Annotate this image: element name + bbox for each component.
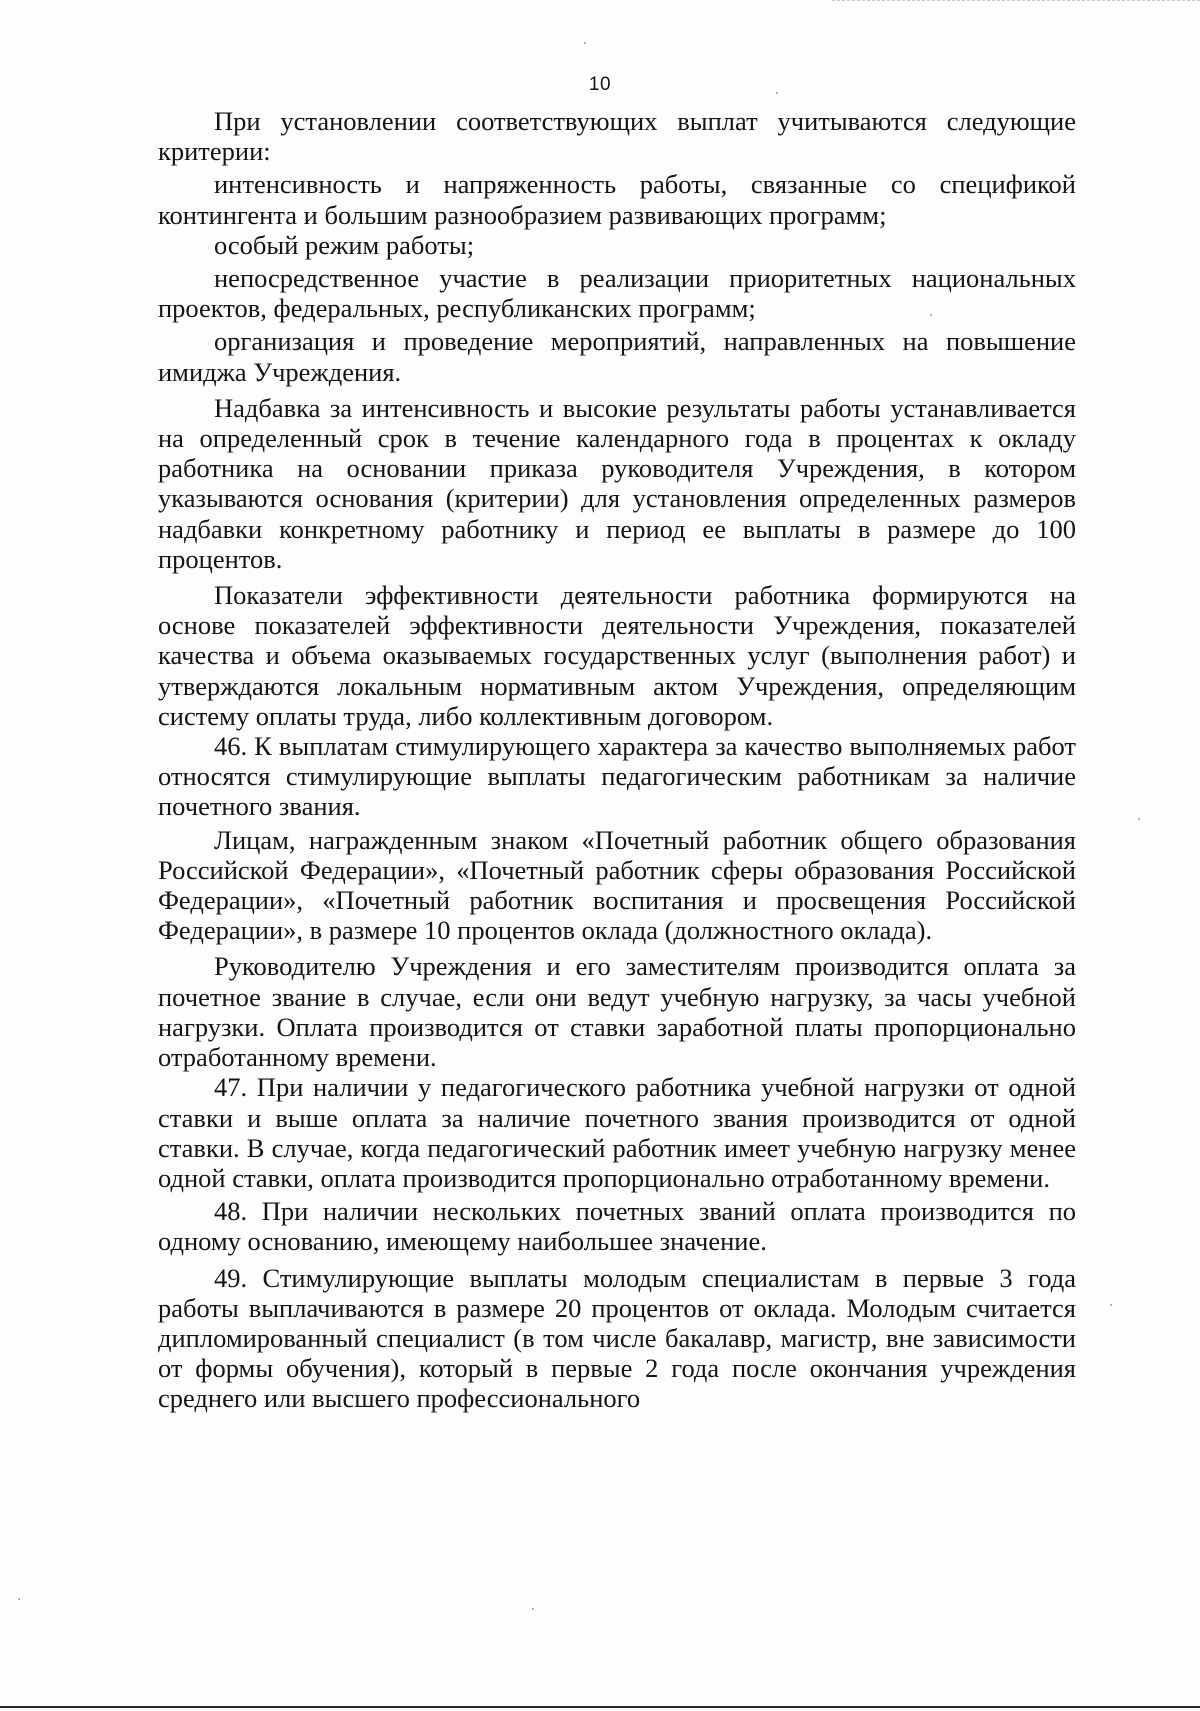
scan-edge-line bbox=[832, 0, 1200, 2]
paragraph-item-49: 49. Стимулирующие выплаты молодым специалистам в первые 3 года работы выплачиваются в размере 20 процентов от оклада. Молодым считается дипломированный специалист (в том числе бакалавр, магистр, вне зависимости от формы обучения), который в первые 2 года после окончания учреждения среднего или высшего профессионального bbox=[158, 1262, 1076, 1414]
paragraph-criterion-events: организация и проведение мероприятий, направленных на повышение имиджа Учреждения. bbox=[158, 326, 1076, 387]
paragraph-criterion-special-mode: особый режим работы; bbox=[214, 229, 475, 260]
document-body bbox=[158, 106, 1076, 1414]
paragraph-item-47: 47. При наличии у педагогического работника учебной нагрузки от одной ставки и выше оплата за наличие почетного звания производится от одной ставки. В случае, когда педагогический работник имеет учебную нагрузку менее одной ставки, оплата производится пропорционально отработанному времени. bbox=[158, 1072, 1076, 1193]
page-number: 10 bbox=[588, 74, 612, 95]
paragraph-efficiency-indicators: Показатели эффективности деятельности работника формируются на основе показателей эффективности деятельности Учреждения, показателей качества и объема оказываемых государственных услуг (выполнения работ) и утверждаются локальным нормативным актом Учреждения, определяющим систему оплаты труда, либо коллективным договором. bbox=[158, 580, 1076, 731]
scan-bottom-edge bbox=[0, 1706, 1200, 1708]
scan-speck bbox=[532, 1608, 534, 1610]
scan-speck bbox=[1110, 1304, 1112, 1306]
scan-speck bbox=[18, 1598, 20, 1600]
scan-speck bbox=[776, 92, 778, 94]
paragraph-head-payment: Руководителю Учреждения и его заместителям производится оплата за почетное звание в случае, если они ведут учебную нагрузку, за часы учебной нагрузки. Оплата производится от ставки заработной платы пропорционально отработанному времени. bbox=[158, 951, 1076, 1073]
scan-speck bbox=[584, 42, 586, 44]
paragraph-item-46: 46. К выплатам стимулирующего характера за качество выполняемых работ относятся стимулирующие выплаты педагогическим работникам за наличие почетного звания. bbox=[158, 731, 1076, 822]
paragraph-criteria-intro: При установлении соответствующих выплат учитываются следующие критерии: bbox=[158, 106, 1076, 167]
scan-speck bbox=[1138, 818, 1140, 820]
paragraph-criterion-intensity: интенсивность и напряженность работы, связанные со спецификой контингента и большим разнообразием развивающих программ; bbox=[158, 169, 1076, 230]
scan-speck bbox=[930, 314, 932, 316]
paragraph-honorary-badge: Лицам, награжденным знаком «Почетный работник общего образования Российской Федерации», «Почетный работник сферы образования Российской Федерации», «Почетный работник воспитания и просвещения Российской Федерации», в размере 10 процентов оклада (должностного оклада). bbox=[158, 824, 1076, 946]
paragraph-criterion-national-projects: непосредственное участие в реализации приоритетных национальных проектов, федеральных, республиканских программ; bbox=[158, 263, 1076, 324]
paragraph-bonus-intensity: Надбавка за интенсивность и высокие результаты работы устанавливается на определенный срок в течение календарного года в процентах к окладу работника на основании приказа руководителя Учреждения, в котором указываются основания (критерии) для установления определенных размеров надбавки конкретному работнику и период ее выплаты в размере до 100 процентов. bbox=[158, 392, 1076, 574]
paragraph-item-48: 48. При наличии нескольких почетных званий оплата производится по одному основанию, имеющему наибольшее значение. bbox=[158, 1196, 1076, 1257]
